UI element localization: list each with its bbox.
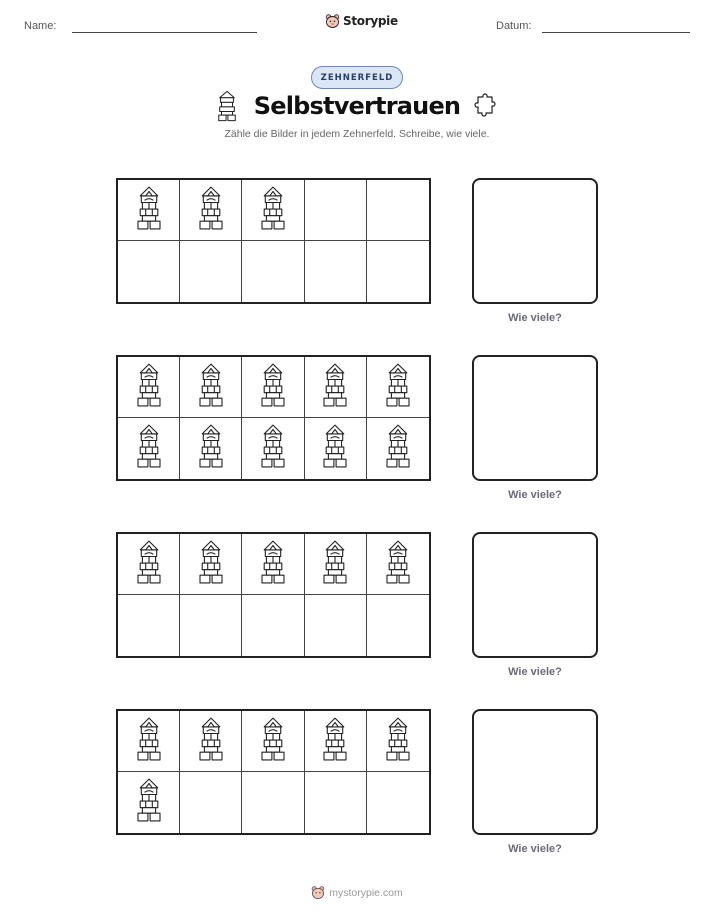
answer-label: Wie viele? — [508, 843, 562, 855]
block-tower-icon — [384, 717, 412, 766]
ten-frame-cell — [305, 357, 367, 418]
ten-frame — [116, 709, 431, 835]
block-tower-icon — [135, 778, 163, 827]
answer-box[interactable] — [472, 355, 598, 481]
name-label: Name: — [24, 20, 57, 32]
ten-frame-cell — [242, 357, 304, 418]
puzzle-piece-icon — [472, 91, 498, 124]
ten-frame-cell — [118, 180, 180, 241]
ten-frame-cell — [367, 711, 429, 772]
block-tower-icon — [135, 424, 163, 473]
ten-frame-cell — [242, 418, 304, 479]
ten-frame-cell — [242, 241, 304, 302]
ten-frame-cell — [118, 418, 180, 479]
block-tower-icon — [197, 363, 225, 412]
name-input-line[interactable] — [72, 32, 257, 33]
ten-frame-cell — [180, 418, 242, 479]
ten-frame-cell — [305, 418, 367, 479]
answer-box[interactable] — [472, 532, 598, 658]
answer-box[interactable] — [472, 709, 598, 835]
block-tower-icon — [197, 186, 225, 235]
ten-frame-cell — [118, 595, 180, 656]
ten-frame-cell — [180, 241, 242, 302]
block-tower-icon — [259, 540, 287, 589]
ten-frame-cell — [180, 534, 242, 595]
block-tower-icon — [384, 540, 412, 589]
ten-frame-cell — [118, 357, 180, 418]
ten-frame-cell — [305, 711, 367, 772]
instructions: Zähle die Bilder in jedem Zehnerfeld. Schreibe, wie viele. — [224, 128, 490, 140]
ten-frame-cell — [118, 711, 180, 772]
block-tower-icon — [197, 540, 225, 589]
ten-frame-cell — [180, 357, 242, 418]
ten-frame-cell — [242, 180, 304, 241]
ten-frame-cell — [367, 772, 429, 833]
ten-frame-cell — [367, 241, 429, 302]
block-tower-icon — [135, 186, 163, 235]
ten-frame-cell — [305, 180, 367, 241]
date-input-line[interactable] — [542, 32, 690, 33]
block-tower-icon — [321, 540, 349, 589]
footer — [0, 885, 714, 900]
ten-frame-cell — [367, 357, 429, 418]
ten-frame-cell — [118, 241, 180, 302]
block-tower-icon — [321, 717, 349, 766]
block-tower-icon — [259, 717, 287, 766]
ten-frame-cell — [180, 772, 242, 833]
answer-label: Wie viele? — [508, 312, 562, 324]
block-tower-icon — [197, 717, 225, 766]
block-tower-icon — [259, 186, 287, 235]
ten-frame-cell — [367, 534, 429, 595]
block-tower-icon — [135, 363, 163, 412]
ten-frame-cell — [305, 241, 367, 302]
answer-label: Wie viele? — [508, 666, 562, 678]
block-tower-icon — [321, 363, 349, 412]
ten-frame-cell — [305, 595, 367, 656]
block-tower-icon — [259, 363, 287, 412]
ten-frame — [116, 178, 431, 304]
ten-frame-cell — [242, 772, 304, 833]
block-tower-icon — [259, 424, 287, 473]
answer-label: Wie viele? — [508, 489, 562, 501]
answer-box[interactable] — [472, 178, 598, 304]
brand-logo — [325, 13, 398, 29]
block-tower-icon — [135, 540, 163, 589]
storypie-logo-icon — [311, 885, 325, 900]
ten-frame-cell — [242, 711, 304, 772]
ten-frame-cell — [118, 534, 180, 595]
ten-frame-cell — [180, 180, 242, 241]
block-tower-icon — [135, 717, 163, 766]
block-tower-icon — [384, 424, 412, 473]
storypie-logo-icon — [325, 13, 340, 29]
ten-frame-cell — [242, 595, 304, 656]
brand-name: Storypie — [343, 14, 398, 28]
worksheet-type-badge: ZEHNERFELD — [311, 66, 403, 89]
ten-frame-cell — [367, 595, 429, 656]
ten-frame-cell — [367, 418, 429, 479]
ten-frame-cell — [180, 595, 242, 656]
block-tower-icon — [321, 424, 349, 473]
ten-frame-cell — [180, 711, 242, 772]
ten-frame-cell — [305, 772, 367, 833]
footer-url[interactable]: mystorypie.com — [329, 886, 403, 899]
ten-frame-cell — [118, 772, 180, 833]
block-tower-icon — [384, 363, 412, 412]
ten-frame-cell — [367, 180, 429, 241]
page-title: Selbstvertrauen — [253, 92, 461, 120]
ten-frame-cell — [305, 534, 367, 595]
ten-frame — [116, 355, 431, 481]
block-tower-icon — [197, 424, 225, 473]
ten-frame — [116, 532, 431, 658]
date-label: Datum: — [496, 20, 532, 32]
ten-frame-cell — [242, 534, 304, 595]
